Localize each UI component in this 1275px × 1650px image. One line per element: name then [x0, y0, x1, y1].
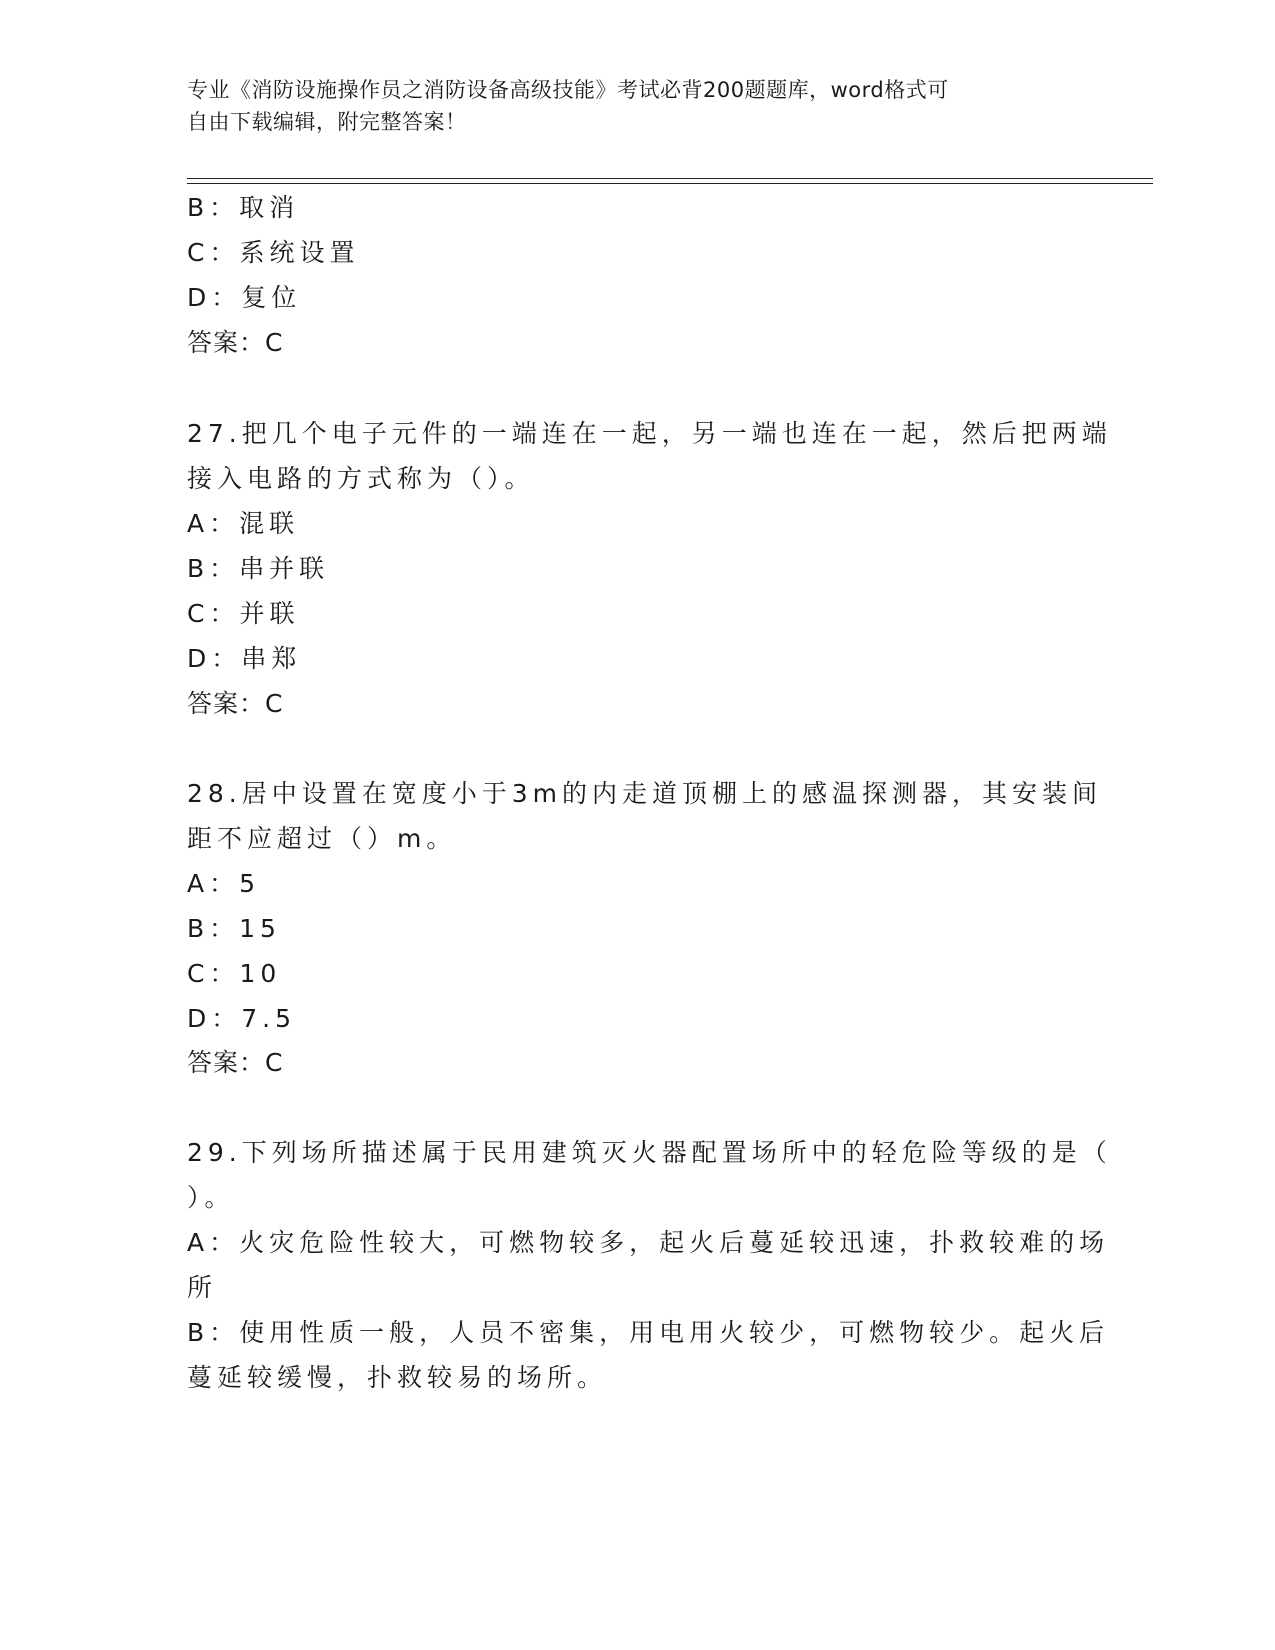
q28-option-a: A：5: [187, 869, 261, 898]
q26-answer: 答案：C: [187, 328, 284, 357]
q27-stem-line-2: 接入电路的方式称为（）。: [187, 464, 535, 493]
q29-option-b-line-1: B：使用性质一般，人员不密集，用电用火较少，可燃物较少。起火后: [187, 1318, 1110, 1347]
header-divider-bottom: [187, 183, 1153, 184]
q27-option-d: D：串郑: [187, 644, 302, 673]
q27-option-b: B：串并联: [187, 554, 330, 583]
q28-option-d: D：7.5: [187, 1004, 297, 1033]
q27-answer: 答案：C: [187, 689, 284, 718]
q26-option-d: D：复位: [187, 283, 302, 312]
q28-option-b: B：15: [187, 914, 281, 943]
q28-stem-line-2: 距不应超过（）m。: [187, 824, 457, 853]
q27-option-a: A：混联: [187, 509, 300, 538]
q26-option-c: C：系统设置: [187, 238, 360, 267]
q28-answer: 答案：C: [187, 1048, 284, 1077]
q29-option-a-line-1: A：火灾危险性较大，可燃物较多，起火后蔓延较迅速，扑救较难的场: [187, 1228, 1110, 1257]
header-divider-top: [187, 178, 1153, 179]
q29-option-a-line-2: 所: [187, 1273, 218, 1302]
header-line-2: 自由下载编辑，附完整答案！: [187, 110, 467, 134]
q28-option-c: C：10: [187, 959, 282, 988]
q29-stem-line-2: ）。: [187, 1183, 235, 1212]
q28-stem-line-1: 28.居中设置在宽度小于3m的内走道顶棚上的感温探测器，其安装间: [187, 779, 1103, 808]
q29-stem-line-1: 29.下列场所描述属于民用建筑灭火器配置场所中的轻危险等级的是（: [187, 1138, 1112, 1167]
header-line-1: 专业《消防设施操作员之消防设备高级技能》考试必背200题题库，word格式可: [187, 78, 949, 102]
q29-option-b-line-2: 蔓延较缓慢，扑救较易的场所。: [187, 1363, 608, 1392]
document-header: [187, 74, 1067, 138]
q27-stem-line-1: 27.把几个电子元件的一端连在一起，另一端也连在一起，然后把两端: [187, 419, 1112, 448]
q26-option-b: B：取消: [187, 193, 300, 222]
q27-option-c: C：并联: [187, 599, 300, 628]
